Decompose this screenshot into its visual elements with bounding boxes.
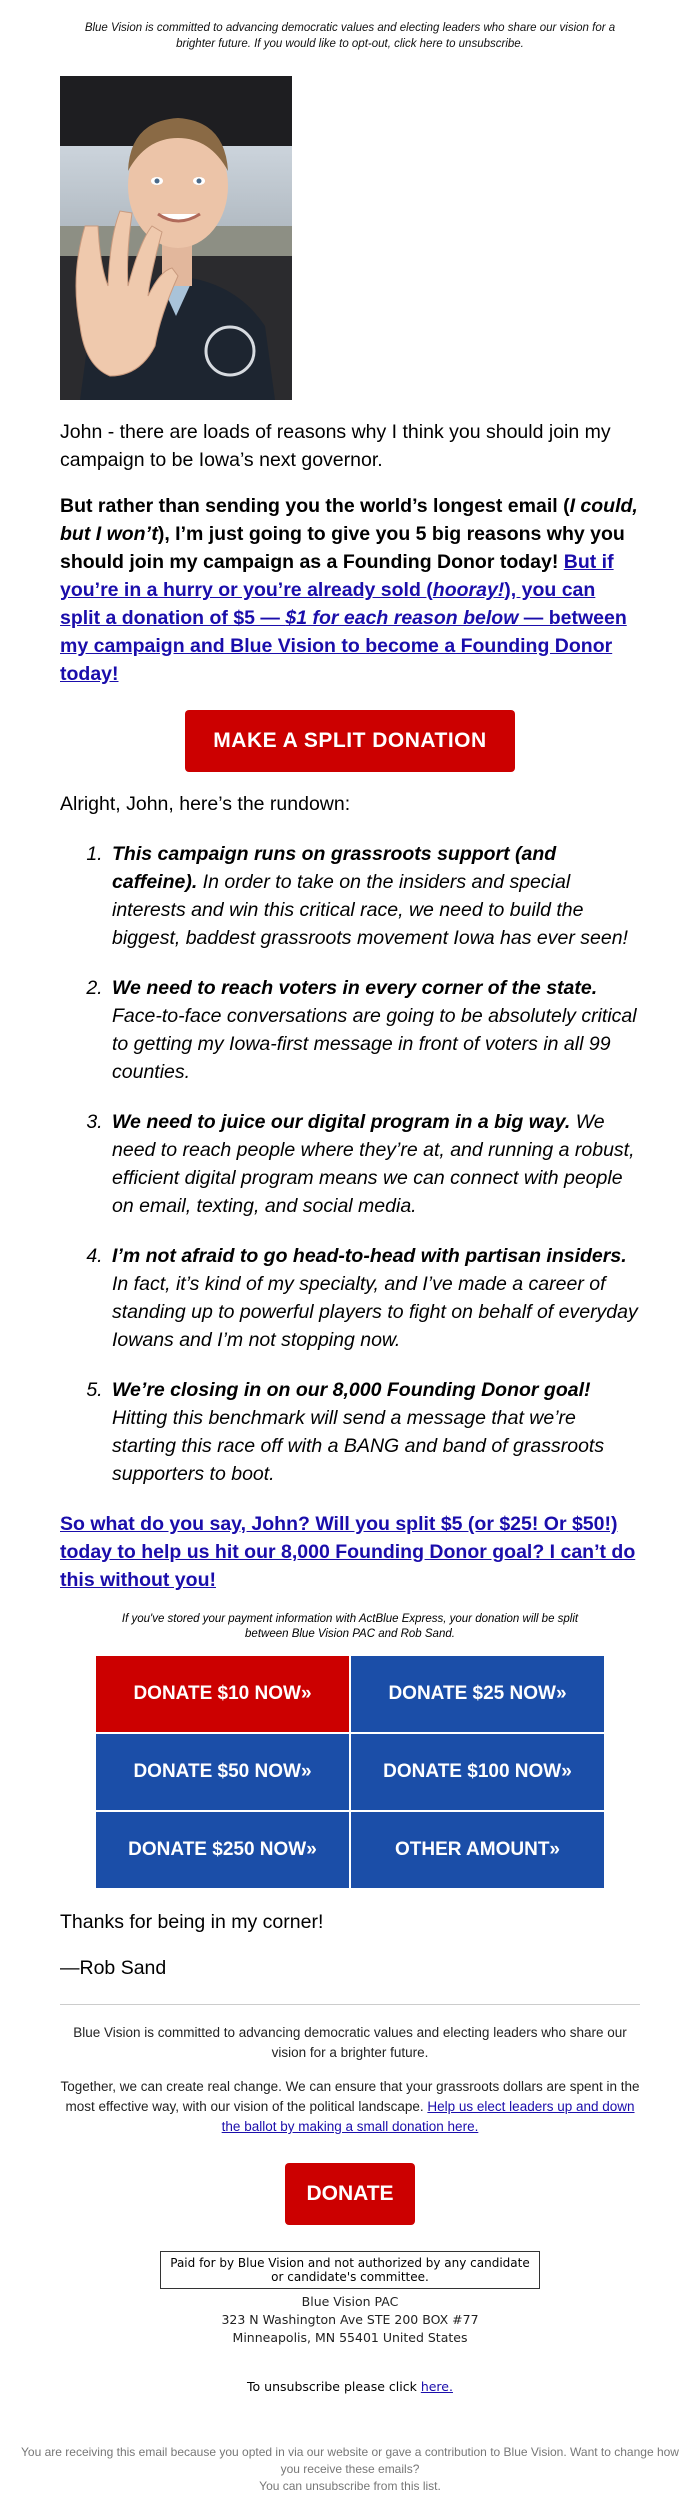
reason-body: In fact, it’s kind of my specialty, and I’ve made a career of standing up to powerful players to fight on behalf of everyday Iowans and I’m not stopping now. [112,1273,638,1351]
reason-body: In order to take on the insiders and special interests and win this critical race, we need to build the biggest, baddest grassroots movement Iowa has ever seen! [112,871,628,949]
reasons-list [60,840,640,1488]
donate-50-button[interactable]: DONATE $50 NOW» [96,1734,349,1810]
mailing-address [60,2293,640,2347]
reason-heading: This campaign runs on grassroots support (and caffeine). [112,843,557,893]
reason-item [108,974,640,1086]
link-text-a[interactable]: But if you’re in a hurry or you’re already sold ( [60,551,614,601]
reason-heading: We need to reach voters in every corner of the state. [112,977,598,999]
reason-item [108,1242,640,1354]
intro-text-a: But rather than sending you the world’s longest email ( [60,495,570,517]
link-text-b[interactable]: hooray! [432,579,505,601]
bottom-notice [10,2444,690,2495]
thanks-text: Thanks for being in my corner! [60,1911,324,1933]
link-text-e[interactable]: — between my campaign and Blue Vision to become a Founding Donor today! [60,607,627,685]
intro-paragraph: John - there are loads of reasons why I think you should join my campaign to be Iowa’s next governor. [60,421,611,471]
address-line-1: 323 N Washington Ave STE 200 BOX #77 [221,2312,479,2327]
cta-link[interactable]: So what do you say, John? Will you split $5 (or $25! Or $50!) today to help us hit our 8,000 Founding Donor goal? I can’t do this without you! [60,1513,636,1591]
address-line-2: Minneapolis, MN 55401 United States [232,2330,468,2345]
bottom-notice-text: You are receiving this email because you opted in via our website or gave a contribution to Blue Vision. Want to change how you receive these emails? [21,2445,679,2476]
link-text-c[interactable]: ), you can split a donation of $5 — [60,579,596,629]
rundown-text: Alright, John, here’s the rundown: [60,793,351,815]
reason-item [108,840,640,952]
org-name: Blue Vision PAC [301,2294,399,2309]
other-amount-button[interactable]: OTHER AMOUNT» [351,1812,604,1888]
paid-for-disclaimer: Paid for by Blue Vision and not authorized by any candidate or candidate's committee. [160,2251,540,2289]
footer-together [60,2077,640,2137]
footer-together-text: Together, we can create real change. We can ensure that your grassroots dollars are spent in the most effective way, with our vision of the political landscape. [60,2079,640,2114]
footer-donate-link[interactable]: Help us elect leaders up and down the ballot by making a small donation here. [221,2099,635,2134]
donate-grid [96,1656,604,1888]
divider [60,2004,640,2005]
reason-heading: We need to juice our digital program in a big way. [112,1111,571,1133]
unsubscribe-line [60,2379,640,2394]
signature: —Rob Sand [60,1957,167,1979]
donate-250-button[interactable]: DONATE $250 NOW» [96,1812,349,1888]
donate-100-button[interactable]: DONATE $100 NOW» [351,1734,604,1810]
candidate-photo [60,76,292,400]
donate-25-button[interactable]: DONATE $25 NOW» [351,1656,604,1732]
reason-heading: We’re closing in on our 8,000 Founding Donor goal! [112,1379,591,1401]
actblue-note: If you've stored your payment information with ActBlue Express, your donation will be split between Blue Vision PAC and Rob Sand. [121,1613,579,1640]
reason-heading: I’m not afraid to go head-to-head with partisan insiders. [112,1245,627,1267]
unsubscribe-link[interactable]: here. [420,2379,453,2394]
reason-body: We need to reach people where they’re at, and running a robust, efficient digital program means we can connect with people on email, texting, and social media. [112,1111,635,1217]
unsubscribe-text: To unsubscribe please click [247,2379,421,2394]
footer-mission: Blue Vision is committed to advancing democratic values and electing leaders who share our vision for a brighter future. [73,2025,627,2060]
reason-body: Face-to-face conversations are going to be absolutely critical to getting my Iowa-first message in front of voters in all 99 counties. [112,1005,637,1083]
reason-item [108,1376,640,1488]
bottom-unsubscribe-link[interactable]: You can unsubscribe from this list. [259,2479,441,2493]
link-text-d[interactable]: $1 for each reason below [285,607,519,629]
reason-item [108,1108,640,1220]
reason-body: Hitting this benchmark will send a message that we’re starting this race off with a BANG and band of grassroots supporters to boot. [112,1407,605,1485]
reasons-intro-paragraph [60,492,640,688]
intro-text-c: ), I’m just going to give you 5 big reasons why you should join my campaign as a Founding Donor today! [60,523,625,573]
split-donation-button[interactable]: MAKE A SPLIT DONATION [185,710,515,772]
donate-10-button[interactable]: DONATE $10 NOW» [96,1656,349,1732]
intro-text-b: I could, but I won’t [60,495,638,545]
header-note[interactable]: Blue Vision is committed to advancing democratic values and electing leaders who share our vision for a brighter future. If you would like to opt-out, click here to unsubscribe. [84,22,616,50]
donate-button[interactable]: DONATE [285,2163,415,2225]
